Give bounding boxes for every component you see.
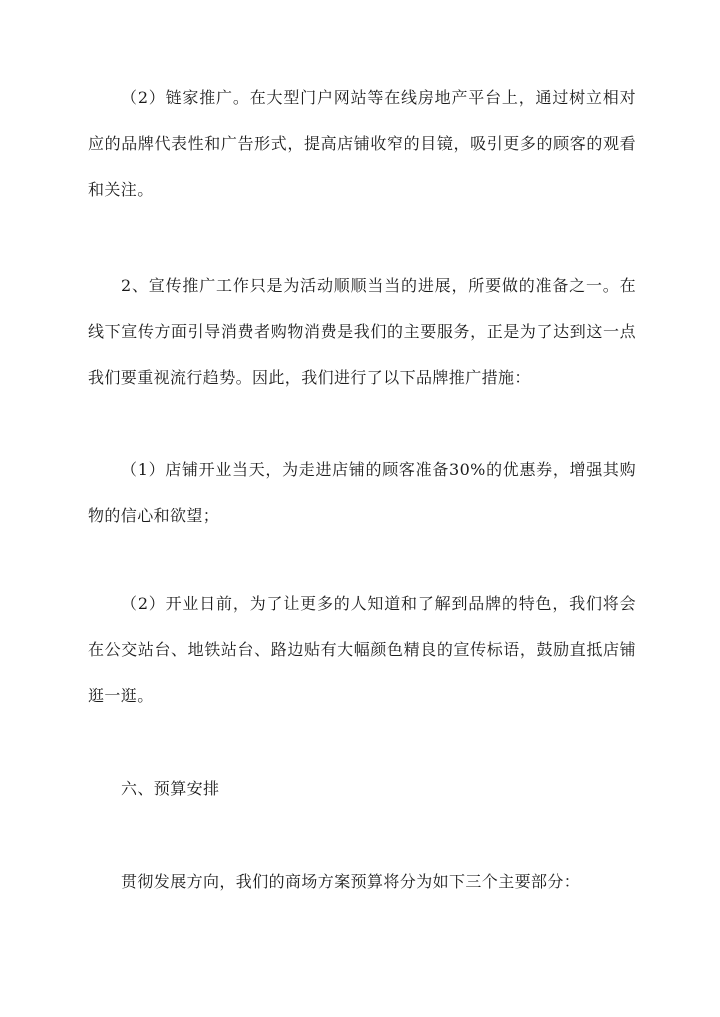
paragraph-publicity-preparation: 2、宣传推广工作只是为活动顺顺当当的进展，所要做的准备之一。在线下宣传方面引导消费者购物消费是我们的主要服务，正是为了达到这一点我们要重视流行趋势。因此，我们进行了以下品牌推广措施： [88, 276, 636, 387]
paragraph-pre-opening-ads: （2）开业日前，为了让更多的人知道和了解到品牌的特色，我们将会在公交站台、地铁站台、路边贴有大幅颜色精良的宣传标语，鼓励直抵店铺逛一逛。 [88, 594, 636, 705]
paragraph-budget-intro: 贯彻发展方向，我们的商场方案预算将分为如下三个主要部分： [121, 872, 581, 891]
paragraph-lianjia-promotion: （2）链家推广。在大型门户网站等在线房地产平台上，通过树立相对应的品牌代表性和广告形式，提高店铺收窄的目镜，吸引更多的顾客的观看和关注。 [88, 88, 636, 199]
section-heading-budget: 六、预算安排 [121, 779, 220, 798]
paragraph-opening-day-coupon: （1）店铺开业当天，为走进店铺的顾客准备30%的优惠券，增强其购物的信心和欲望； [88, 460, 636, 525]
